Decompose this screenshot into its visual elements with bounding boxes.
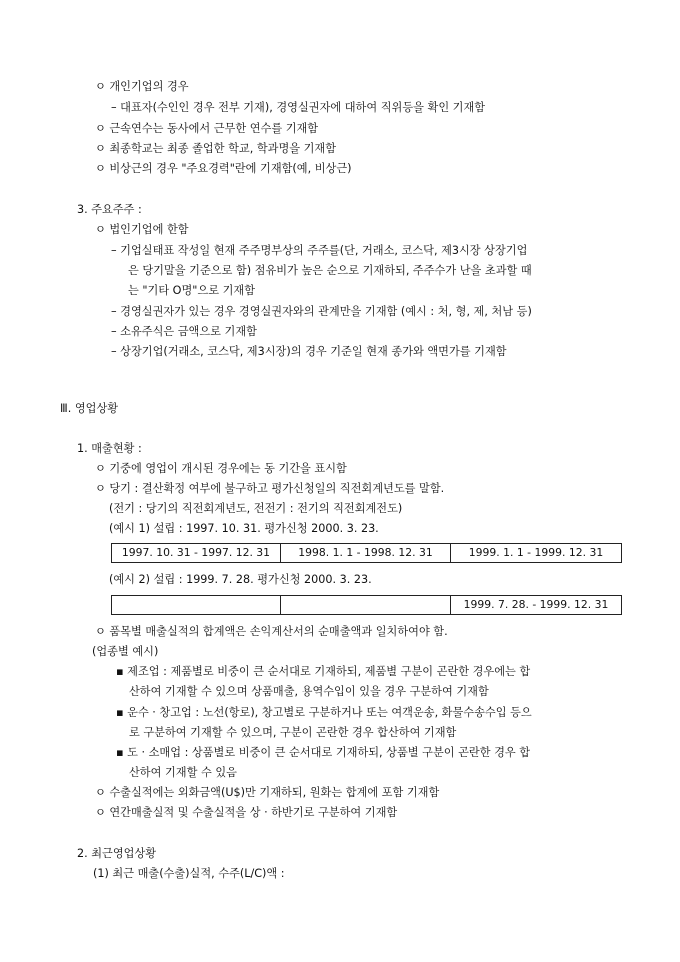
example-2-table [111,595,622,615]
tenure-bullet: ㅇ 근속연수는 동사에서 근무한 연수를 기재함 [95,122,319,135]
table-cell [281,596,451,615]
manufacturing-example: ▪ 제조업 : 제품별로 비중이 큰 순서대로 기재하되, 제품별 구분이 곤란한 경우에는 합 [116,665,531,678]
current-period-definition: ㅇ 당기 : 결산확정 여부에 불구하고 평가신청일의 직전회계년도를 말함. [95,482,445,495]
retail-example-cont: 산하여 기재할 수 있음 [129,766,237,779]
table-cell [112,596,281,615]
shareholder-item-4: – 상장기업(거래소, 코스닥, 제3시장)의 경우 기준일 현재 종가와 액면가를 기재함 [111,345,507,358]
sales-period-note: ㅇ 기중에 영업이 개시된 경우에는 동 기간을 표시함 [95,462,347,475]
recent-business-heading: 2. 최근영업상황 [77,847,157,860]
table-row [112,544,622,563]
school-bullet: ㅇ 최종학교는 최종 졸업한 학교, 학과명을 기재함 [95,142,337,155]
exports-bullet: ㅇ 수출실적에는 외화금액(U$)만 기재하되, 원화는 합계에 포함 기재함 [95,786,440,799]
shareholder-item-3: – 소유주식은 금액으로 기재함 [111,325,257,338]
recent-sales-item: (1) 최근 매출(수출)실적, 수주(L/C)액 : [93,867,285,880]
transport-example-cont: 로 구분하여 기재할 수 있으며, 구분이 곤란한 경우 합산하여 기재함 [129,726,457,739]
previous-period-definition: (전기 : 당기의 직전회계년도, 전전기 : 전기의 직전회계전도) [109,502,403,515]
major-shareholders-heading: 3. 주요주주 : [77,203,142,216]
retail-example: ▪ 도 · 소매업 : 상품별로 비중이 큰 순서대로 기재하되, 상품별 구분이 곤란한 경우 합 [116,746,531,759]
transport-example: ▪ 운수 · 창고업 : 노선(항로), 창고별로 구분하거나 또는 여객운송, 화물수송수입 등으 [116,706,532,719]
shareholder-item-1: – 기업실태표 작성일 현재 주주명부상의 주주를(단, 거래소, 코스닥, 제3시장 상장기업 [111,244,528,257]
table-cell: 1999. 7. 28. - 1999. 12. 31 [451,596,622,615]
nonstanding-bullet: ㅇ 비상근의 경우 "주요경력"란에 기재함(예, 비상근) [95,162,352,175]
manufacturing-example-cont: 산하여 기재할 수 있으며 상품매출, 용역수입이 있을 경우 구분하여 기재함 [129,685,489,698]
product-total-bullet: ㅇ 품목별 매출실적의 합계액은 손익계산서의 순매출액과 일치하여야 함. [95,625,448,638]
annual-sales-bullet: ㅇ 연간매출실적 및 수출실적을 상 · 하반기로 구분하여 기재함 [95,806,398,819]
table-cell: 1997. 10. 31 - 1997. 12. 31 [112,544,281,563]
sales-heading: 1. 매출현황 : [77,442,142,455]
section-title: Ⅲ. 영업상황 [60,402,119,415]
example-1-table [111,543,622,563]
table-cell: 1999. 1. 1 - 1999. 12. 31 [451,544,622,563]
table-row [112,596,622,615]
example-2-label: (예시 2) 설립 : 1999. 7. 28. 평가신청 2000. 3. 23. [109,573,372,586]
individual-business-detail: – 대표자(수인인 경우 전부 기재), 경영실권자에 대하여 직위등을 확인 기재함 [111,101,486,114]
shareholder-item-1-cont: 은 당기말을 기준으로 함) 점유비가 높은 순으로 기재하되, 주주수가 난을 초과할 때 [128,264,532,277]
industry-examples-label: (업종별 예시) [92,645,159,658]
table-cell: 1998. 1. 1 - 1998. 12. 31 [281,544,451,563]
individual-business-bullet: ㅇ 개인기업의 경우 [95,80,189,93]
example-1-label: (예시 1) 설립 : 1997. 10. 31. 평가신청 2000. 3. 23. [109,522,379,535]
shareholder-item-2: – 경영실권자가 있는 경우 경영실권자와의 관계만을 기재함 (예시 : 처, 형, 제, 처남 등) [111,305,532,318]
shareholder-item-1-cont: 는 "기타 O명"으로 기재함 [128,284,256,297]
corporate-only-bullet: ㅇ 법인기업에 한함 [95,223,189,236]
